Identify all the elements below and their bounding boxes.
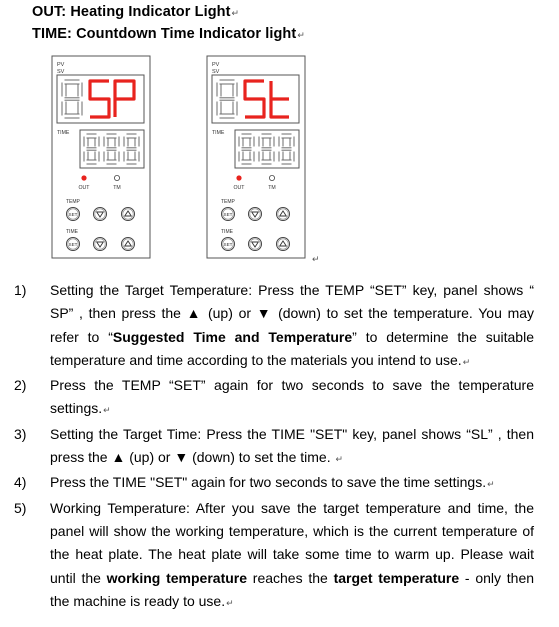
step-number: 4) [14, 474, 27, 491]
pv-label: PV [212, 62, 220, 68]
out-indicator-light [81, 175, 86, 180]
out-indicator-light [236, 175, 241, 180]
step-text: ▲ (up) or [186, 305, 252, 322]
list-item [14, 279, 534, 374]
step-text: ▲ (up) or [111, 449, 171, 466]
paragraph-mark: ↵ [297, 30, 305, 40]
control-panel [52, 56, 150, 258]
step-text: Setting the Target Temperature: Press the TEMP “SET” key, panel shows “ SP” , then press the [50, 282, 534, 322]
paragraph-mark: ↵ [226, 597, 234, 608]
up-button[interactable] [122, 238, 135, 251]
tm-label: TM [113, 185, 121, 191]
time-label: TIME [212, 130, 225, 136]
button-ring [122, 208, 135, 221]
down-button[interactable] [249, 238, 262, 251]
button-ring [277, 238, 290, 251]
down-button[interactable] [94, 208, 107, 221]
pv-label: PV [57, 62, 65, 68]
set-label: SET [68, 241, 78, 247]
set-button[interactable] [67, 238, 80, 251]
set-label: SET [223, 241, 233, 247]
button-ring [249, 238, 262, 251]
time-display [80, 130, 144, 168]
sv-label: SV [212, 69, 220, 75]
step-number: 2) [14, 377, 27, 394]
step-text: ▼ (down) to set the time. [174, 449, 331, 466]
paragraph-mark: ↵ [335, 454, 344, 465]
out-heading-text: OUT: Heating Indicator Light [32, 4, 231, 20]
step-text: Setting the Target Time: Press the TIME "SET" key, panel shows “SL” , then press the [50, 425, 534, 466]
out-label: OUT [233, 185, 245, 191]
tm-label: TM [268, 185, 276, 191]
step-bold-text: working temperature [106, 569, 248, 586]
button-ring [94, 238, 107, 251]
button-ring [249, 208, 262, 221]
step-text: - only then the machine is ready to use. [50, 569, 535, 609]
list-item [14, 471, 534, 496]
paragraph-mark: ↵ [312, 254, 320, 264]
time-heading-text: TIME: Countdown Time Indicator light [32, 26, 297, 42]
time-control-label: TIME [221, 229, 233, 235]
step-text: ” to determine the suitable temperature and time according to the materials you intend to use. [50, 328, 534, 368]
up-button[interactable] [122, 208, 135, 221]
button-ring [122, 238, 135, 251]
down-button[interactable] [249, 208, 262, 221]
sv-label: SV [57, 69, 65, 75]
up-button[interactable] [277, 208, 290, 221]
time-display [235, 130, 299, 168]
set-button[interactable] [67, 208, 80, 221]
temp-control-label: TEMP [66, 199, 80, 205]
step-bold-text: Suggested Time and Temperature [112, 328, 353, 345]
down-button[interactable] [94, 238, 107, 251]
temp-control-label: TEMP [221, 199, 235, 205]
button-ring [94, 208, 107, 221]
tm-indicator-light [114, 175, 119, 180]
list-item [14, 423, 534, 472]
control-panel-figure [0, 0, 559, 270]
paragraph-mark: ↵ [462, 356, 471, 367]
paragraph-mark: ↵ [487, 479, 495, 490]
button-ring [277, 208, 290, 221]
paragraph-mark: ↵ [231, 8, 240, 18]
step-number: 5) [14, 499, 27, 516]
list-item [14, 374, 534, 423]
set-label: SET [68, 211, 78, 217]
tm-indicator-light [269, 175, 274, 180]
step-number: 1) [14, 282, 27, 298]
time-label: TIME [57, 130, 70, 136]
step-text: Press the TIME "SET" again for two seconds to save the time settings. [50, 474, 487, 491]
step-text: ▼ (down) to set the temperature. You may refer to “ [50, 305, 535, 345]
out-label: OUT [78, 185, 90, 191]
time-control-label: TIME [66, 229, 78, 235]
step-text: Working Temperature: After you save the target temperature and time, the panel will show the working temperature, which is the current temperature of the heat plate. The heat plate will take some time to warm up. Please wait until the [50, 499, 534, 586]
paragraph-mark: ↵ [103, 405, 111, 416]
set-label: SET [223, 211, 233, 217]
step-text: reaches the [252, 569, 328, 586]
list-item [14, 497, 534, 615]
instruction-list [14, 279, 534, 615]
control-panel [207, 56, 305, 258]
step-bold-text: target temperature [333, 569, 460, 586]
set-button[interactable] [222, 238, 235, 251]
step-number: 3) [14, 425, 27, 442]
step-text: Press the TEMP “SET” again for two seconds to save the temperature settings. [50, 377, 534, 417]
up-button[interactable] [277, 238, 290, 251]
set-button[interactable] [222, 208, 235, 221]
